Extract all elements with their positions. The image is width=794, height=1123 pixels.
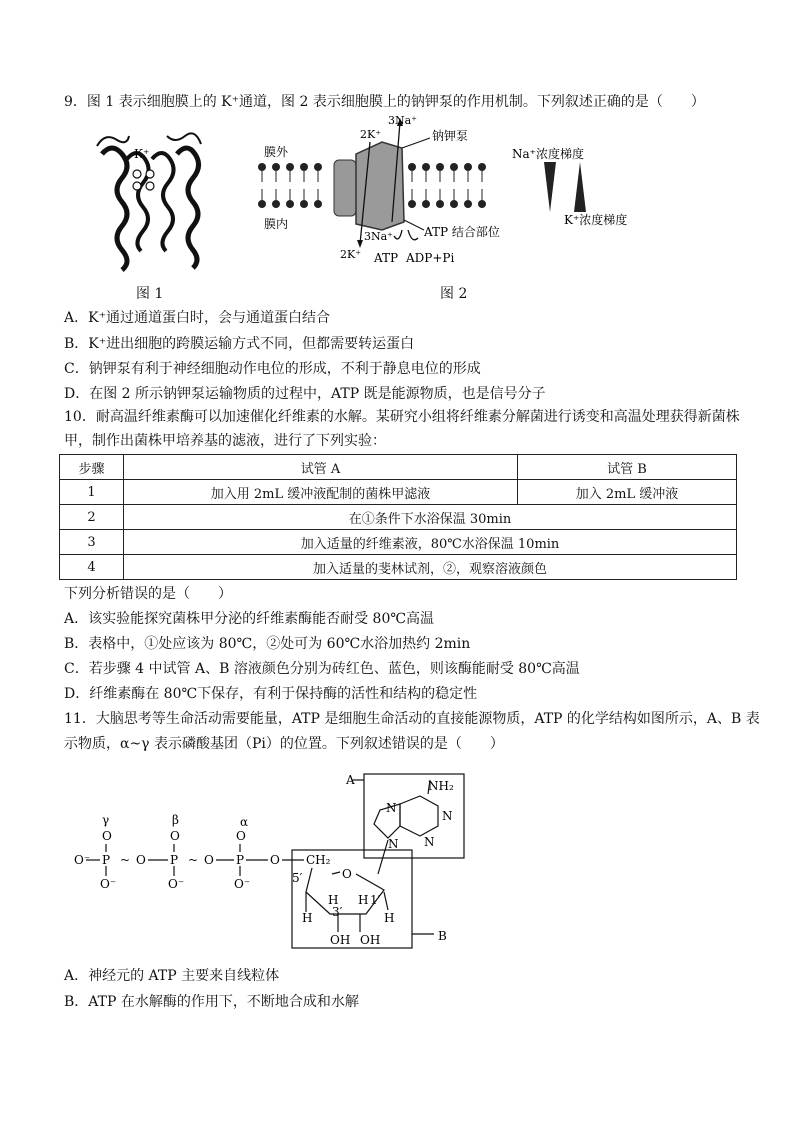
q11-stem-line1: 11．大脑思考等生命活动需要能量，ATP 是细胞生命活动的直接能源物质，ATP 的化学结构如图所示，A、B 表 [64,711,760,727]
fig2-adp-label: ADP+Pi [406,251,455,265]
beta-p: P [170,853,179,867]
header-tube-a: 试管 A [124,455,518,480]
tube-b-cell: 加入 2mL 缓冲液 [518,480,737,505]
beta-label: β [172,813,179,827]
merged-cell: 加入适量的斐林试剂，②，观察溶液颜色 [124,555,737,580]
figure-atp-structure [70,764,490,958]
fig2-bottom-k-label: 2K⁺ [340,248,362,261]
q10-prompt: 下列分析错误的是（ ） [64,586,232,602]
oh-left: OH [330,933,351,947]
fig1-caption: 图 1 [136,286,164,302]
fig2-caption: 图 2 [440,286,468,302]
c1-label: 1′ [370,893,381,907]
merged-cell: 在①条件下水浴保温 30min [124,505,737,530]
q10-stem-line2: 甲，制作出菌株甲培养基的滤液，进行了下列实验： [64,433,386,449]
tilde-2: ~ [188,853,199,867]
c5-label: 5′ [292,871,303,885]
step-cell: 2 [60,505,124,530]
ring-n-2: N [442,809,453,823]
ch2-label: CH₂ [306,853,331,867]
gamma-label: γ [102,813,110,827]
q9-option-a: A．K⁺通过通道蛋白时，会与通道蛋白结合 [64,310,330,326]
q9-option-c: C．钠钾泵有利于神经细胞动作电位的形成，不利于静息电位的形成 [64,361,481,377]
c3-label: 3′ [332,905,343,919]
table-row [60,555,737,580]
header-step: 步骤 [60,455,124,480]
h-c2: H [358,893,369,907]
callout-b-label: B [438,929,447,943]
fig2-bottom-na-label: 3Na⁺ [364,230,393,243]
q10-option-c: C．若步骤 4 中试管 A、B 溶液颜色分别为砖红色、蓝色，则该酶能耐受 80℃高温 [64,661,580,677]
q11-stem-line2: 示物质，α~γ 表示磷酸基团（Pi）的位置。下列叙述错误的是（ ） [64,736,504,752]
o-minus-left: O⁻ [74,853,91,867]
gamma-top-o: O [102,829,112,843]
q11-option-b: B．ATP 在水解酶的作用下，不断地合成和水解 [64,994,359,1010]
table-row [60,505,737,530]
tilde-1: ~ [120,853,131,867]
q10-stem-line1: 10．耐高温纤维素酶可以加速催化纤维素的水解。某研究小组将纤维素分解菌进行诱变和高温处理获得新菌株 [64,409,740,425]
h-right: H [384,911,395,925]
callout-a-label: A [346,773,355,787]
alpha-bottom-o-minus: O⁻ [234,877,251,891]
q9-stem: 9．图 1 表示细胞膜上的 K⁺通道，图 2 表示细胞膜上的钠钾泵的作用机制。下列叙述正确的是（ ） [64,94,705,110]
step-cell: 1 [60,480,124,505]
fig2-outside-label: 膜外 [264,145,289,159]
oh-right: OH [360,933,381,947]
ring-n-4: N [388,837,399,851]
ring-n-1: N [386,801,397,815]
q9-option-d: D．在图 2 所示钠钾泵运输物质的过程中，ATP 既是能源物质，也是信号分子 [64,386,546,402]
figure-2-na-k-pump [252,112,652,276]
bridge-o-2: O [204,853,214,867]
fig2-pump-label: 钠钾泵 [432,129,469,143]
header-tube-b: 试管 B [518,455,737,480]
gamma-p: P [102,853,111,867]
tube-a-cell: 加入用 2mL 缓冲液配制的菌株甲滤液 [124,480,518,505]
h-c3: H [328,893,339,907]
merged-cell: 加入适量的纤维素液，80℃水浴保温 10min [124,530,737,555]
table-row [60,480,737,505]
ring-n-3: N [424,835,435,849]
alpha-top-o: O [236,829,246,843]
nh2-label: NH₂ [428,779,454,793]
fig2-atp-label: ATP [374,251,399,265]
step-cell: 4 [60,555,124,580]
q9-option-b: B．K⁺进出细胞的跨膜运输方式不同，但都需要转运蛋白 [64,336,415,352]
table-row [60,530,737,555]
beta-bottom-o-minus: O⁻ [168,877,185,891]
table-header-row [60,455,737,480]
ring-o: O [342,867,352,881]
figure-1-k-channel [82,124,212,278]
q10-option-a: A．该实验能探究菌株甲分泌的纤维素酶能否耐受 80℃高温 [64,611,435,627]
step-cell: 3 [60,530,124,555]
bridge-o-3: O [270,853,280,867]
fig1-k-ion-label: K⁺ [134,147,150,161]
beta-top-o: O [170,829,180,843]
fig2-top-na-label: 3Na⁺ [388,114,417,127]
q11-option-a: A．神经元的 ATP 主要来自线粒体 [64,968,280,984]
bridge-o-1: O [136,853,146,867]
fig2-top-k-label: 2K⁺ [360,128,382,141]
fig2-atp-site-label: ATP 结合部位 [424,225,500,239]
alpha-label: α [240,815,249,829]
h-left: H [302,911,313,925]
gamma-bottom-o-minus: O⁻ [100,877,117,891]
q10-option-d: D．纤维素酶在 80℃下保存，有利于保持酶的活性和结构的稳定性 [64,686,478,702]
q10-option-b: B．表格中，①处应该为 80℃，②处可为 60℃水浴加热约 2min [64,636,471,652]
fig2-na-gradient-label: Na⁺浓度梯度 [512,147,584,161]
fig2-inside-label: 膜内 [264,217,289,231]
alpha-p: P [236,853,245,867]
fig2-k-gradient-label: K⁺浓度梯度 [564,213,628,227]
q10-steps-table [59,454,737,580]
